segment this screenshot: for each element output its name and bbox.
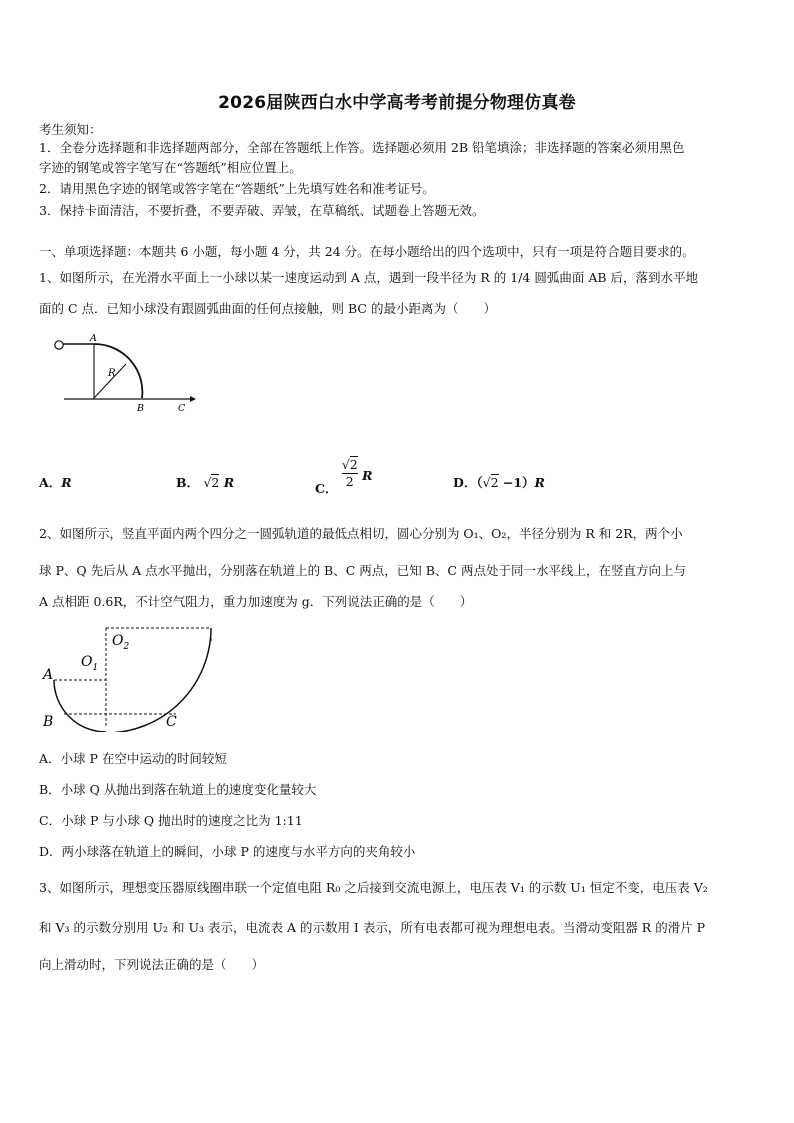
notice-item: 1．全卷分选择题和非选择题两部分，全部在答题纸上作答。选择题必须用 2B 铅笔填涂；非选择题的答案必须用黑色 — [39, 140, 685, 155]
q1-option-b: B． √2 R — [176, 475, 235, 490]
notice-item: 3．保持卡面清洁，不要折叠，不要弄破、弄皱，在草稿纸、试题卷上答题无效。 — [39, 203, 485, 218]
q1-stem-line: 1、如图所示，在光滑水平面上一小球以某一速度运动到 A 点，遇到一段半径为 R 的 1/4 圆弧曲面 AB 后，落到水平地 — [39, 270, 699, 285]
q2-option-c: C．小球 P 与小球 Q 抛出时的速度之比为 1:11 — [39, 813, 303, 828]
q3-stem-line: 3、如图所示，理想变压器原线圈串联一个定值电阻 R₀ 之后接到交流电源上，电压表 V₁ 的示数 U₁ 恒定不变，电压表 V₂ — [39, 880, 708, 895]
q2-figure — [38, 622, 218, 732]
q1-label-A: A — [90, 333, 97, 344]
q1-label-C: C — [178, 403, 186, 414]
notice-heading: 考生须知： — [39, 122, 102, 137]
q2-stem-line: 2、如图所示，竖直平面内两个四分之一圆弧轨道的最低点相切，圆心分别为 O₁、O₂，半径分别为 R 和 2R，两个小 — [39, 526, 683, 541]
q1-label-B: B — [137, 403, 144, 414]
q3-stem-line: 向上滑动时，下列说法正确的是（ ） — [39, 957, 265, 972]
section-heading: 一、单项选择题：本题共 6 小题，每小题 4 分，共 24 分。在每小题给出的四个选项中，只有一项是符合题目要求的。 — [39, 244, 695, 259]
q2-option-a: A．小球 P 在空中运动的时间较短 — [39, 751, 227, 766]
q2-label-O2: $O_2$ — [112, 633, 130, 652]
q2-stem-line: A 点相距 0.6R，不计空气阻力，重力加速度为 g．下列说法正确的是（ ） — [39, 594, 473, 609]
notice-item: 2．请用黑色字迹的钢笔或答字笔在“答题纸”上先填写姓名和准考证号。 — [39, 181, 435, 196]
q2-label-B: B — [43, 714, 54, 730]
notice-item: 字迹的钢笔或答字笔写在“答题纸”相应位置上。 — [39, 160, 302, 175]
page-title: 2026届陕西白水中学高考考前提分物理仿真卷 — [218, 93, 576, 113]
q1-option-d: D．（√2 −1）R — [453, 475, 545, 490]
q2-label-O1: $O_1$ — [81, 654, 99, 673]
q1-option-c: C． $\frac{√2}{2}$ R — [315, 457, 373, 496]
q2-stem-line: 球 P、Q 先后从 A 点水平抛出，分别落在轨道上的 B、C 两点，已知 B、C 两点处于同一水平线上，在竖直方向上与 — [39, 563, 686, 578]
q2-option-d: D．两小球落在轨道上的瞬间，小球 P 的速度与水平方向的夹角较小 — [39, 844, 416, 859]
q2-option-b: B．小球 Q 从抛出到落在轨道上的速度变化量较大 — [39, 782, 317, 797]
q1-stem-line: 面的 C 点．已知小球没有跟圆弧曲面的任何点接触，则 BC 的最小距离为（ ） — [39, 301, 496, 316]
q1-option-a: A．R — [39, 475, 72, 490]
q1-label-R: R — [108, 368, 116, 379]
q1-figure — [48, 332, 198, 416]
q2-label-A: A — [43, 667, 54, 683]
q2-label-C: C — [166, 714, 177, 730]
q3-stem-line: 和 V₃ 的示数分别用 U₂ 和 U₃ 表示，电流表 A 的示数用 I 表示，所有电表都可视为理想电表。当滑动变阻器 R 的滑片 P — [39, 920, 706, 935]
